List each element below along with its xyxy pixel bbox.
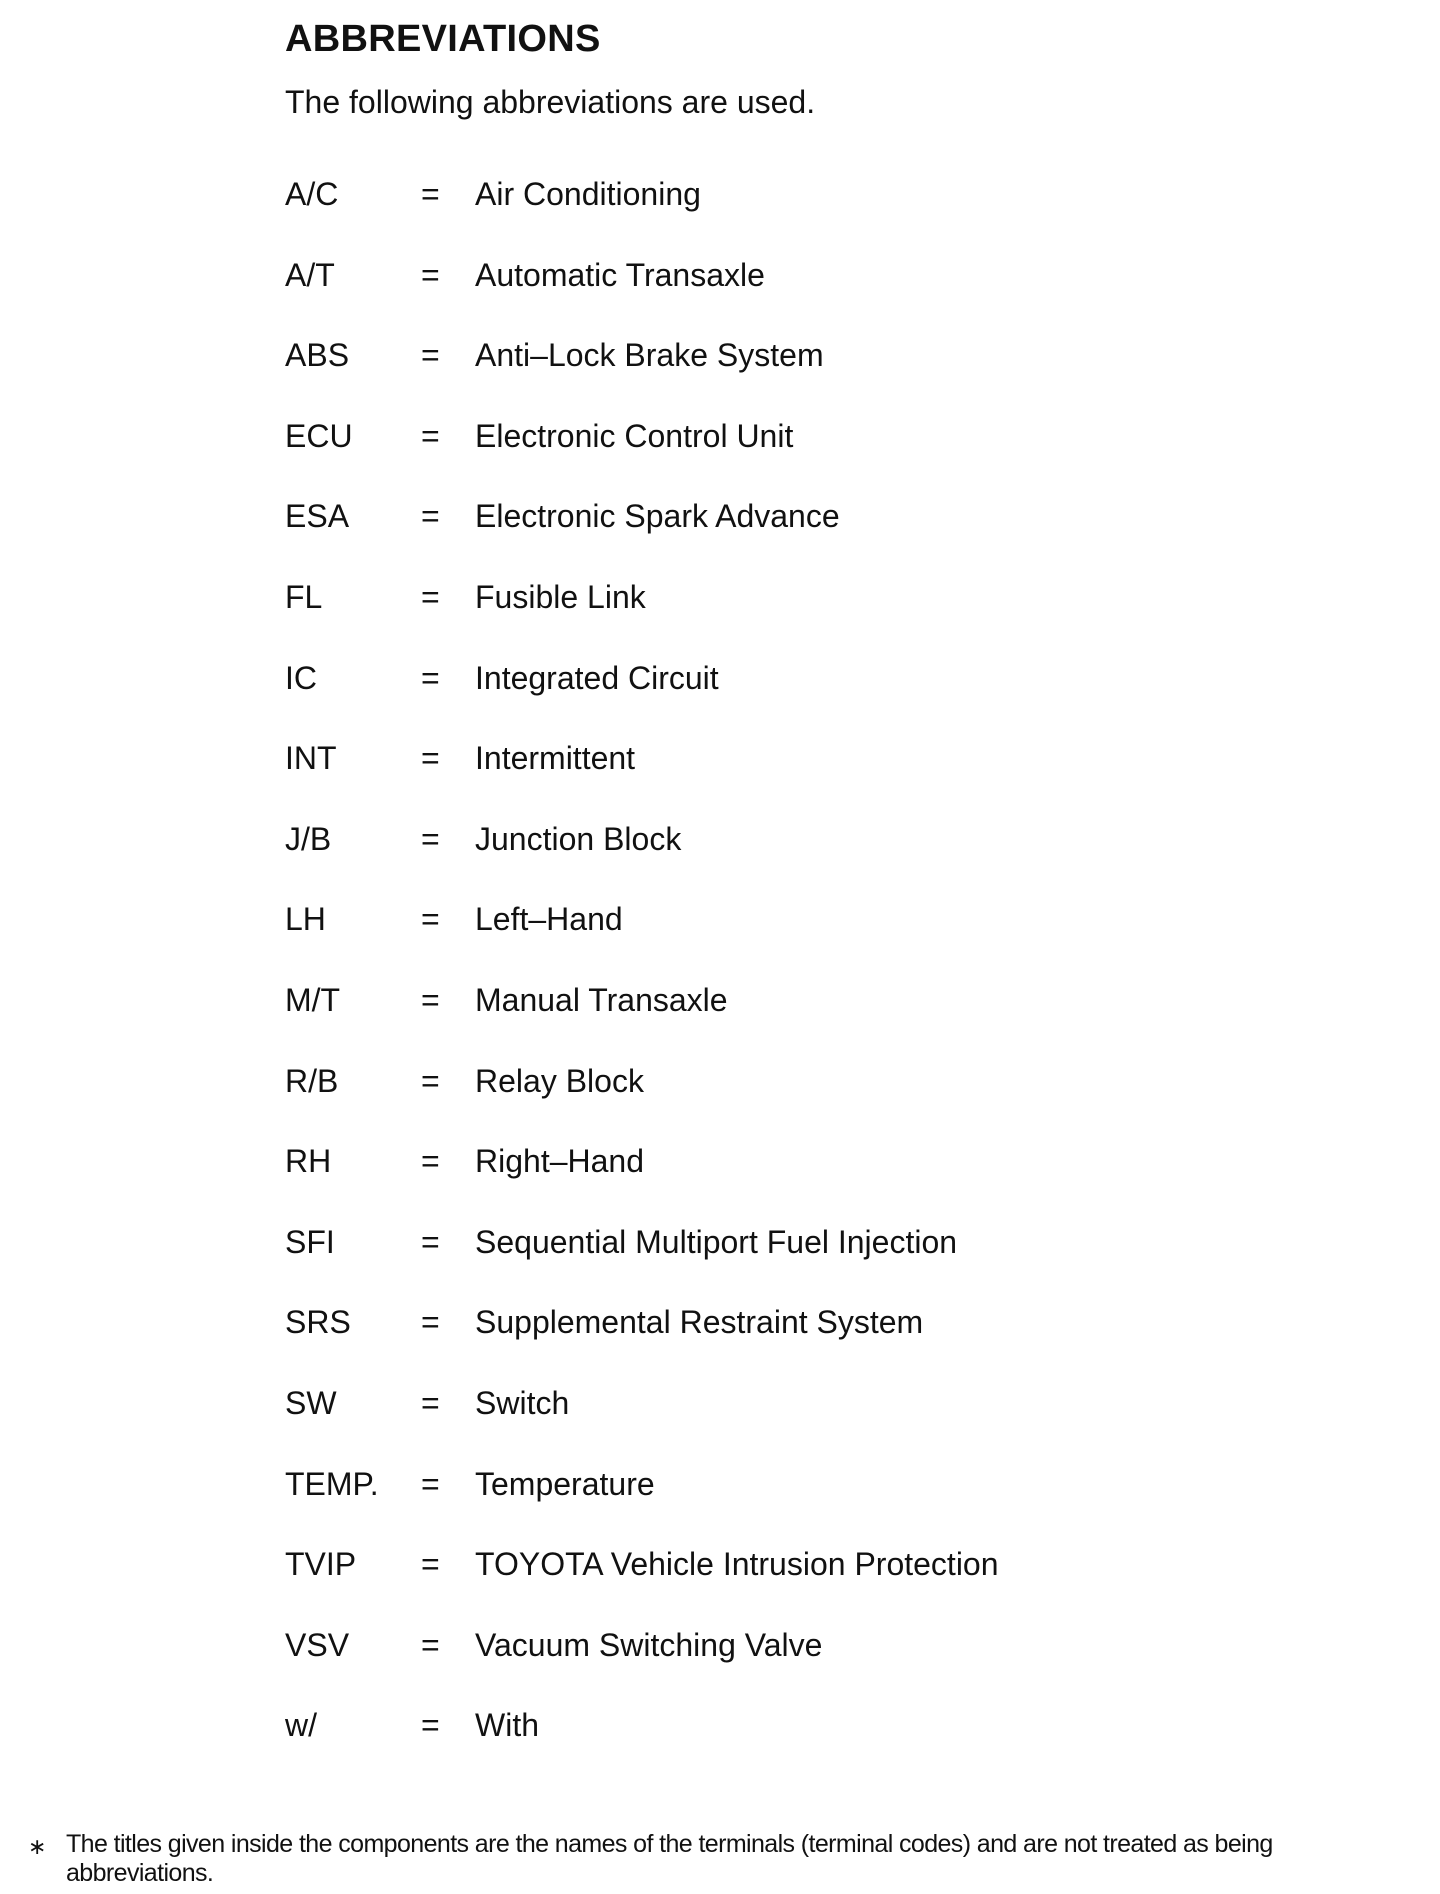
- abbreviation-row: [285, 1385, 1385, 1466]
- abbreviation-term: ESA: [285, 498, 350, 535]
- equals-sign: =: [421, 1143, 440, 1180]
- abbreviation-term: FL: [285, 578, 323, 615]
- abbreviation-row: [285, 1466, 1385, 1547]
- abbreviation-term: RH: [285, 1143, 332, 1180]
- abbreviation-row: [285, 660, 1385, 741]
- abbreviation-term: LH: [285, 901, 326, 938]
- abbreviation-definition: Relay Block: [475, 1062, 644, 1099]
- abbreviation-definition: Switch: [475, 1384, 570, 1421]
- equals-sign: =: [421, 578, 440, 615]
- abbreviation-row: [285, 821, 1385, 902]
- abbreviation-term: INT: [285, 740, 337, 777]
- abbreviation-term: ECU: [285, 417, 353, 454]
- equals-sign: =: [421, 1062, 440, 1099]
- abbreviation-row: [285, 982, 1385, 1063]
- equals-sign: =: [421, 740, 440, 777]
- abbreviation-row: [285, 1224, 1385, 1305]
- abbreviation-row: [285, 579, 1385, 660]
- abbreviation-row: [285, 1627, 1385, 1708]
- abbreviation-definition: TOYOTA Vehicle Intrusion Protection: [475, 1546, 999, 1583]
- abbreviation-definition: Junction Block: [475, 820, 682, 857]
- abbreviation-definition: Integrated Circuit: [475, 659, 719, 696]
- abbreviation-row: [285, 1546, 1385, 1627]
- equals-sign: =: [421, 1465, 440, 1502]
- abbreviation-term: SW: [285, 1384, 337, 1421]
- abbreviation-definition: Left–Hand: [475, 901, 623, 938]
- abbreviation-row: [285, 418, 1385, 499]
- abbreviation-definition: Air Conditioning: [475, 176, 701, 212]
- abbreviation-term: A/T: [285, 256, 335, 293]
- abbreviation-term: ABS: [285, 337, 350, 374]
- intro-text: The following abbreviations are used.: [285, 84, 816, 120]
- abbreviation-term: M/T: [285, 981, 341, 1018]
- equals-sign: =: [421, 1304, 440, 1341]
- equals-sign: =: [421, 498, 440, 535]
- abbreviation-row: [285, 901, 1385, 982]
- abbreviation-definition: Sequential Multiport Fuel Injection: [475, 1223, 958, 1260]
- abbreviation-term: R/B: [285, 1062, 339, 1099]
- abbreviation-term: VSV: [285, 1626, 350, 1663]
- abbreviation-row: [285, 1063, 1385, 1144]
- abbreviation-definition: Right–Hand: [475, 1143, 644, 1180]
- abbreviation-definition: Temperature: [475, 1465, 655, 1502]
- abbreviation-row: [285, 498, 1385, 579]
- equals-sign: =: [421, 337, 440, 374]
- abbreviation-definition: Manual Transaxle: [475, 981, 728, 1018]
- abbreviation-term: SRS: [285, 1304, 351, 1341]
- abbreviation-term: w/: [285, 1707, 317, 1744]
- equals-sign: =: [421, 901, 440, 938]
- equals-sign: =: [421, 981, 440, 1018]
- abbreviation-term: J/B: [285, 820, 332, 857]
- abbreviation-row: [285, 176, 1385, 257]
- abbreviation-definition: Electronic Control Unit: [475, 417, 794, 454]
- abbreviation-definition: With: [475, 1707, 539, 1744]
- abbreviation-definition: Electronic Spark Advance: [475, 498, 840, 535]
- abbreviation-definition: Anti–Lock Brake System: [475, 337, 824, 374]
- equals-sign: =: [421, 176, 440, 212]
- abbreviation-row: [285, 1304, 1385, 1385]
- abbreviation-definition: Supplemental Restraint System: [475, 1304, 924, 1341]
- abbreviation-definition: Fusible Link: [475, 578, 646, 615]
- equals-sign: =: [421, 820, 440, 857]
- page-title: ABBREVIATIONS: [285, 18, 601, 60]
- abbreviation-definition: Vacuum Switching Valve: [475, 1626, 823, 1663]
- abbreviation-row: [285, 257, 1385, 338]
- abbreviation-row: [285, 1707, 1385, 1788]
- abbreviation-definition: Automatic Transaxle: [475, 256, 765, 293]
- equals-sign: =: [421, 1707, 440, 1744]
- footnote-text: The titles given inside the components are the names of the terminals (terminal codes) and are not treated as being abbreviations.: [66, 1830, 1273, 1887]
- abbreviation-row: [285, 337, 1385, 418]
- abbreviation-row: [285, 740, 1385, 821]
- equals-sign: =: [421, 1384, 440, 1421]
- equals-sign: =: [421, 659, 440, 696]
- asterisk-icon: ∗: [28, 1834, 46, 1859]
- abbreviation-list: [285, 176, 1385, 1788]
- abbreviation-term: A/C: [285, 176, 339, 212]
- abbreviation-definition: Intermittent: [475, 740, 636, 777]
- abbreviation-term: SFI: [285, 1223, 335, 1260]
- abbreviation-row: [285, 1143, 1385, 1224]
- abbreviation-term: TEMP.: [285, 1465, 379, 1502]
- equals-sign: =: [421, 256, 440, 293]
- abbreviation-term: TVIP: [285, 1546, 357, 1583]
- equals-sign: =: [421, 1223, 440, 1260]
- abbreviation-term: IC: [285, 659, 317, 696]
- equals-sign: =: [421, 1626, 440, 1663]
- equals-sign: =: [421, 417, 440, 454]
- equals-sign: =: [421, 1546, 440, 1583]
